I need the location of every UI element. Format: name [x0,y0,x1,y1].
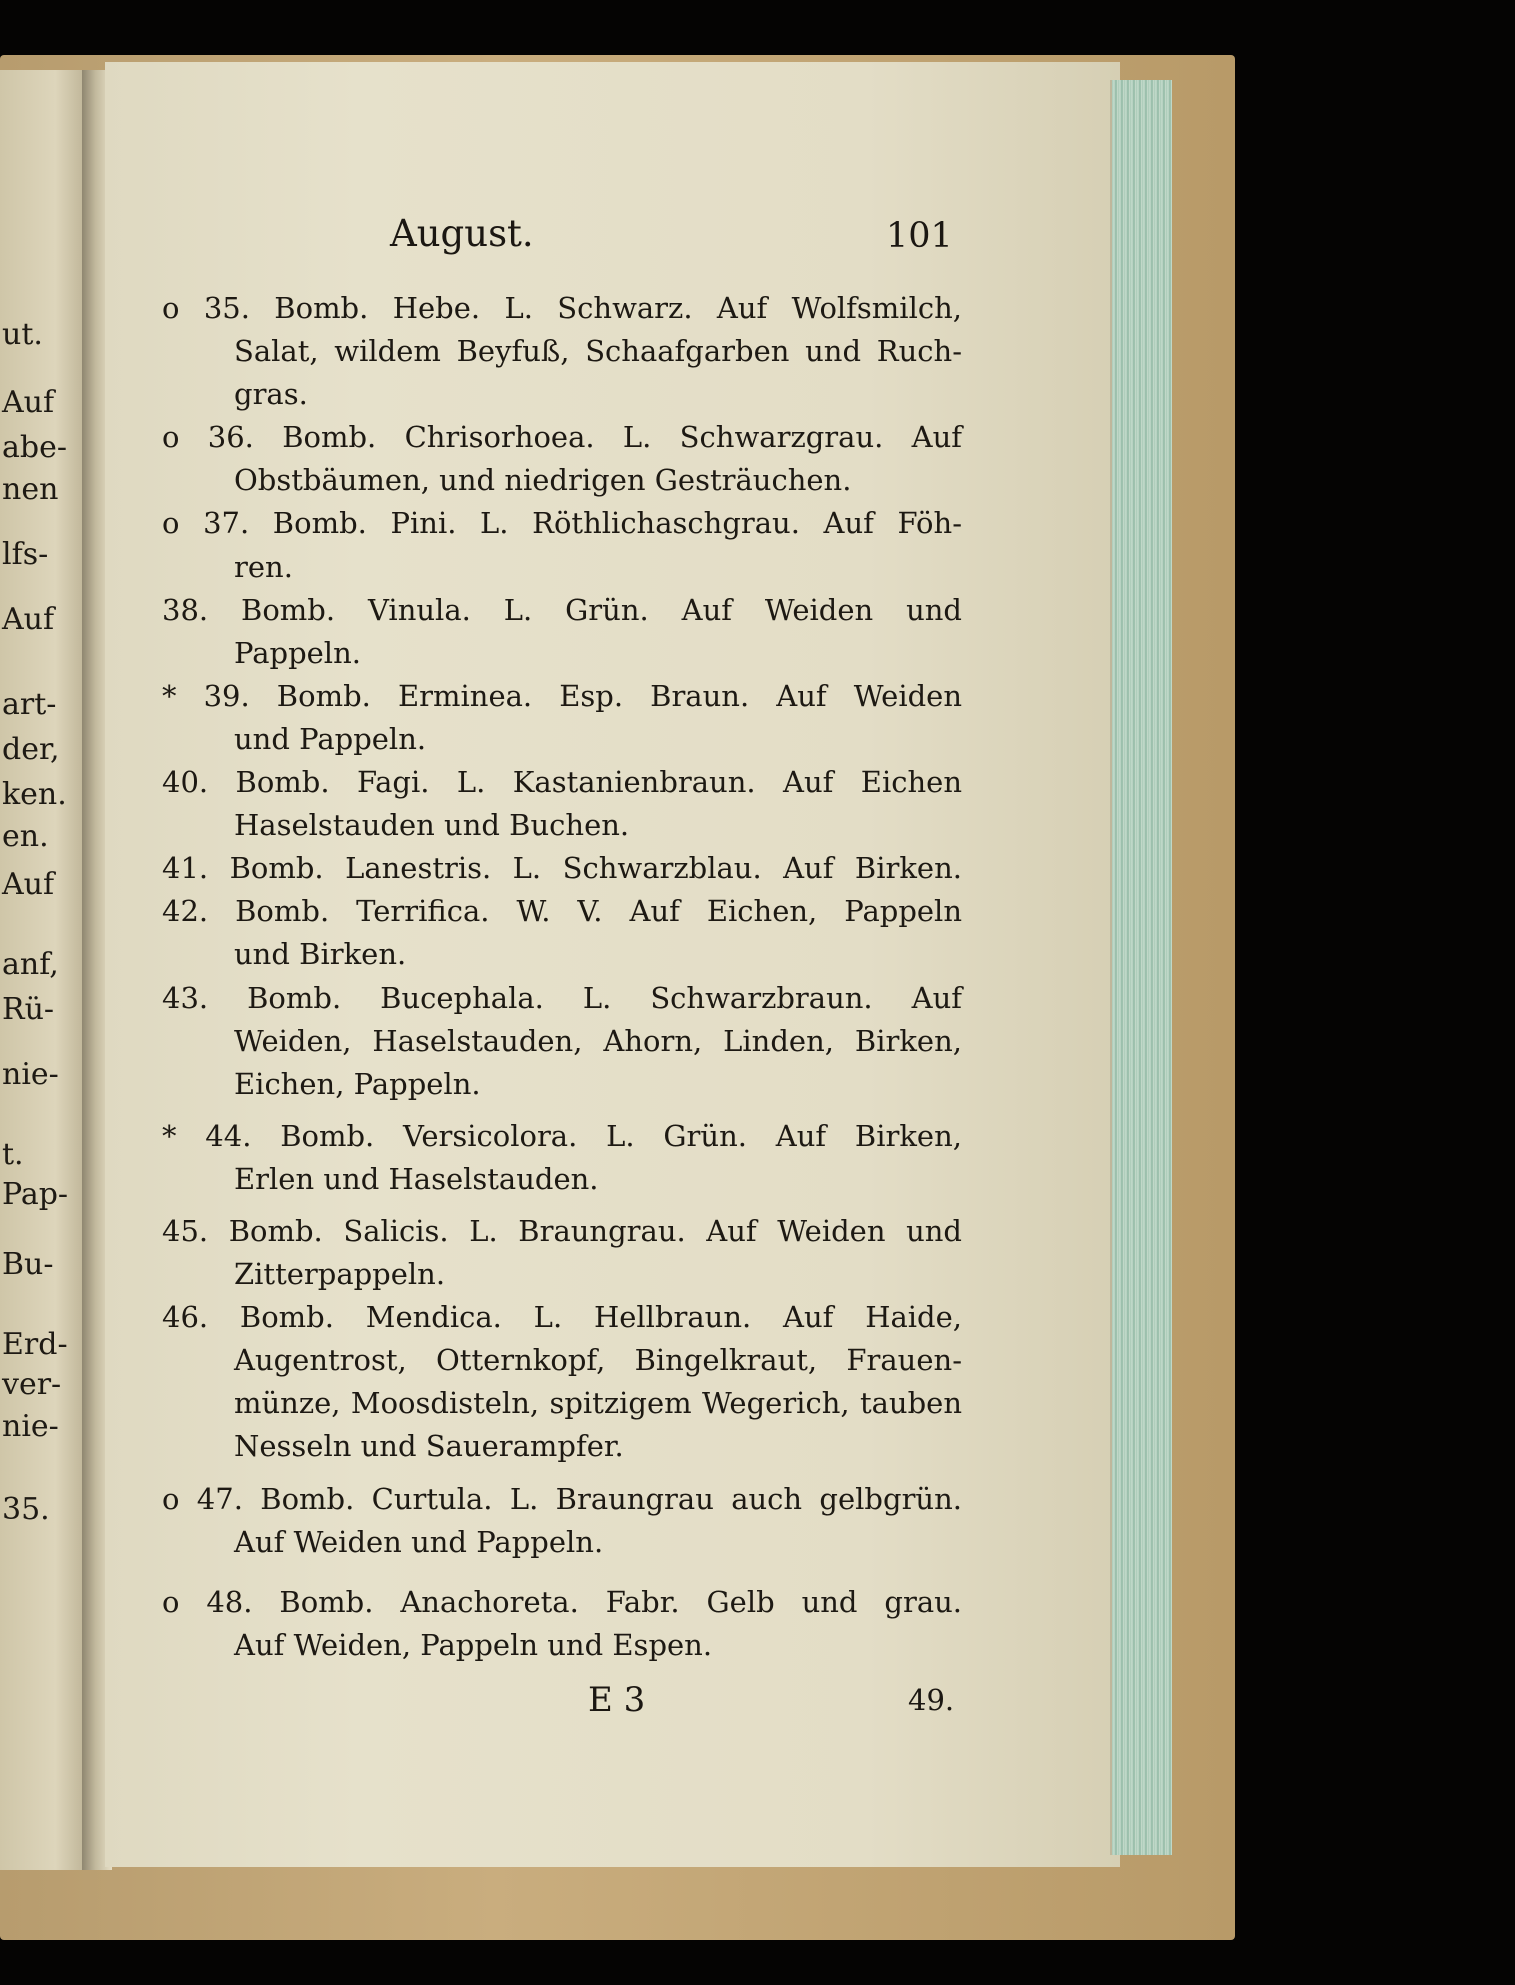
text-line: 40. Bomb. Fagi. L. Kastanienbraun. Auf Eichen [162,765,962,800]
left-fragment: nen [2,472,59,507]
text-line: o 35. Bomb. Hebe. L. Schwarz. Auf Wolfsmilch, [162,291,962,325]
text-line: Pappeln. [234,635,361,670]
text-line: 45. Bomb. Salicis. L. Braungrau. Auf Weiden und [162,1213,962,1248]
left-fragment: Rü- [2,992,55,1027]
text-line: o 36. Bomb. Chrisorhoea. L. Schwarzgrau. Auf [162,420,962,455]
text-line: Auf Weiden, Pappeln und Espen. [234,1627,713,1662]
text-line: 46. Bomb. Mendica. L. Hellbraun. Auf Haide, [162,1300,962,1335]
text-line: Weiden, Haselstauden, Ahorn, Linden, Birken, [234,1023,962,1058]
left-fragment: abe- [2,430,67,465]
left-fragment: Bu- [2,1247,54,1282]
text-line: Auf Weiden und Pappeln. [234,1524,604,1559]
left-fragment: Pap- [2,1177,69,1212]
text-line: o 37. Bomb. Pini. L. Röthlichaschgrau. Auf Föh- [162,506,962,541]
left-fragment: t. [2,1137,24,1172]
page-edges [1110,80,1172,1855]
left-fragment: nie- [2,1057,59,1092]
page-number: 101 [886,216,953,256]
left-fragment: art- [2,687,57,722]
text-line: 43. Bomb. Bucephala. L. Schwarzbraun. Auf [162,980,962,1015]
running-head: August. [390,212,534,255]
text-line: Eichen, Pappeln. [234,1066,481,1101]
left-fragment: ver- [2,1367,62,1402]
left-fragment: Auf [2,867,55,902]
text-line: münze, Moosdisteln, spitzigem Wegerich, tauben [234,1386,962,1421]
signature-mark: E 3 [588,1680,646,1720]
left-fragment: anf, [2,947,59,982]
left-fragment: 35. [2,1492,50,1527]
text-line: * 39. Bomb. Erminea. Esp. Braun. Auf Weiden [162,678,962,713]
text-line: o 48. Bomb. Anachoreta. Fabr. Gelb und grau. [162,1584,962,1619]
left-fragment: lfs- [2,537,49,572]
text-line: 42. Bomb. Terrifica. W. V. Auf Eichen, Pappeln [162,894,962,929]
left-fragment: Erd- [2,1327,68,1362]
text-line: ren. [234,549,293,584]
left-fragment: nie- [2,1409,59,1444]
left-fragment: ut. [2,317,43,352]
text-line: o 47. Bomb. Curtula. L. Braungrau auch gelbgrün. [162,1481,962,1516]
text-line: Nesseln und Sauerampfer. [234,1429,624,1464]
text-line: Salat, wildem Beyfuß, Schaafgarben und Ruch- [234,334,962,369]
text-line: Obstbäumen, und niedrigen Gesträuchen. [234,463,852,498]
text-line: 38. Bomb. Vinula. L. Grün. Auf Weiden und [162,592,962,627]
left-fragment: Auf [2,602,55,637]
text-line: gras. [234,377,308,412]
text-line: Haselstauden und Buchen. [234,808,630,843]
left-fragment: en. [2,819,49,854]
catchword: 49. [908,1683,955,1717]
text-line: 41. Bomb. Lanestris. L. Schwarzblau. Auf Birken. [162,851,962,886]
entry-list [162,287,962,1667]
left-fragment: der, [2,732,60,767]
text-line: Zitterpappeln. [234,1257,446,1292]
left-fragment: ken. [2,777,67,812]
text-line: Erlen und Haselstauden. [234,1161,599,1196]
text-line: Augentrost, Otternkopf, Bingelkraut, Frauen- [234,1343,962,1378]
left-fragment: Auf [2,385,55,420]
text-line: * 44. Bomb. Versicolora. L. Grün. Auf Birken, [162,1118,962,1153]
text-line: und Birken. [234,937,407,972]
text-line: und Pappeln. [234,721,427,756]
left-page [0,70,92,1870]
